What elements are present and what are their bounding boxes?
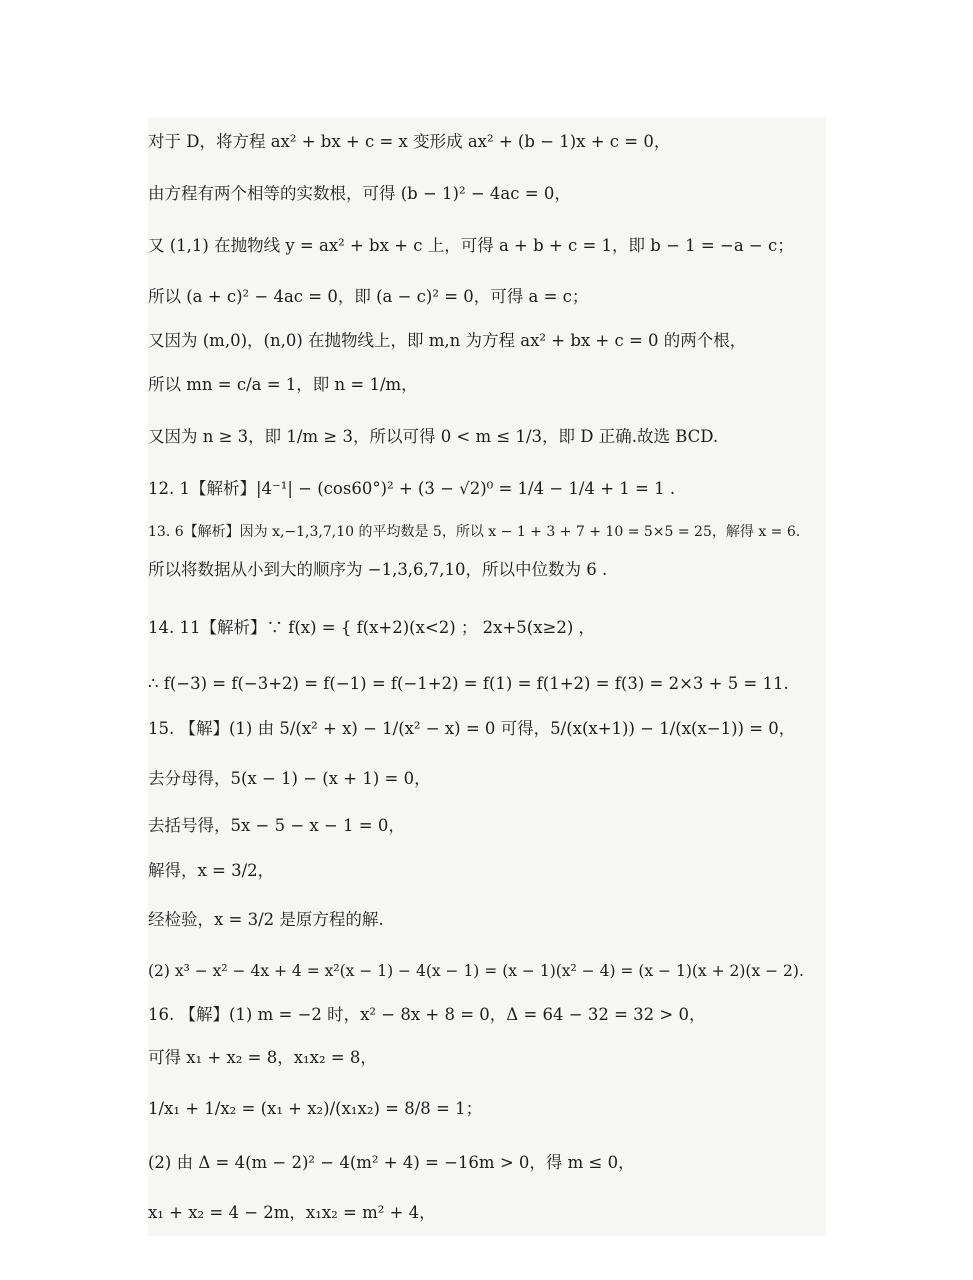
text-line: 13. 6【解析】因为 x,−1,3,7,10 的平均数是 5，所以 x − 1 + 3 + 7 + 10 = 5×5 = 25，解得 x = 6.	[148, 524, 801, 540]
text-line: 由方程有两个相等的实数根，可得 (b − 1)² − 4ac = 0，	[148, 184, 571, 203]
text-line: 去括号得，5x − 5 − x − 1 = 0，	[148, 816, 405, 835]
text-line: 经检验，x = 3/2 是原方程的解.	[148, 910, 384, 929]
text-line: 所以将数据从小到大的顺序为 −1,3,6,7,10，所以中位数为 6 .	[148, 560, 608, 579]
text-line: 1/x₁ + 1/x₂ = (x₁ + x₂)/(x₁x₂) = 8/8 = 1；	[148, 1099, 483, 1118]
text-line: 对于 D，将方程 ax² + bx + c = x 变形成 ax² + (b − 1)x + c = 0，	[148, 132, 671, 151]
text-line: 又因为 n ≥ 3，即 1/m ≥ 3，所以可得 0 < m ≤ 1/3，即 D 正确.故选 BCD.	[148, 427, 719, 446]
text-line: (2) 由 Δ = 4(m − 2)² − 4(m² + 4) = −16m > 0，得 m ≤ 0，	[148, 1153, 635, 1172]
text-line: 可得 x₁ + x₂ = 8，x₁x₂ = 8，	[148, 1048, 377, 1067]
text-line: 解得，x = 3/2，	[148, 861, 275, 880]
text-line: 12. 1【解析】|4⁻¹| − (cos60°)² + (3 − √2)⁰ = 1/4 − 1/4 + 1 = 1 .	[148, 479, 676, 498]
text-line: 14. 11【解析】∵ f(x) = { f(x+2)(x<2) ； 2x+5(x≥2) ，	[148, 618, 596, 637]
text-line: ∴ f(−3) = f(−3+2) = f(−1) = f(−1+2) = f(1) = f(1+2) = f(3) = 2×3 + 5 = 11.	[148, 674, 789, 693]
text-line: x₁ + x₂ = 4 − 2m，x₁x₂ = m² + 4，	[148, 1203, 436, 1222]
text-line: 又 (1,1) 在抛物线 y = ax² + bx + c 上，可得 a + b + c = 1，即 b − 1 = −a − c；	[148, 236, 794, 255]
text-line: 所以 mn = c/a = 1，即 n = 1/m，	[148, 375, 418, 394]
text-line: 所以 (a + c)² − 4ac = 0，即 (a − c)² = 0，可得 a = c；	[148, 287, 589, 306]
text-line: (2) x³ − x² − 4x + 4 = x²(x − 1) − 4(x − 1) = (x − 1)(x² − 4) = (x − 1)(x + 2)(x − 2).	[148, 962, 804, 980]
text-line: 去分母得，5(x − 1) − (x + 1) = 0，	[148, 769, 431, 788]
text-line: 15. 【解】(1) 由 5/(x² + x) − 1/(x² − x) = 0 可得，5/(x(x+1)) − 1/(x(x−1)) = 0，	[148, 719, 796, 738]
text-line: 16. 【解】(1) m = −2 时，x² − 8x + 8 = 0，Δ = 64 − 32 = 32 > 0，	[148, 1005, 706, 1024]
text-line: 又因为 (m,0)，(n,0) 在抛物线上，即 m,n 为方程 ax² + bx + c = 0 的两个根，	[148, 331, 747, 350]
